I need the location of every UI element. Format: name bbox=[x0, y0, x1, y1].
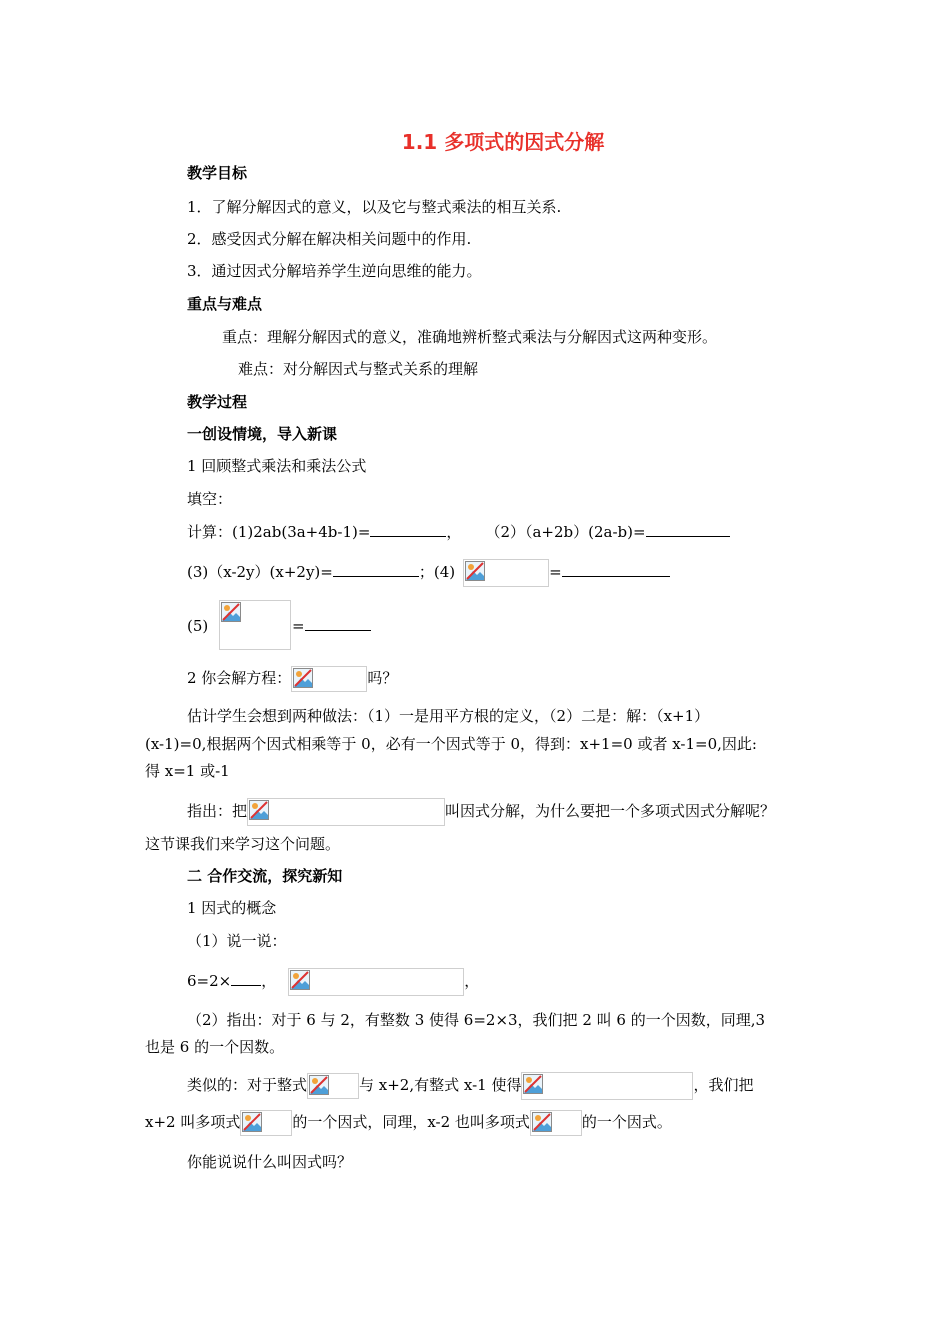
calc-4-label: ；(4) bbox=[418, 563, 456, 581]
page-title: 1.1 多项式的因式分解 bbox=[401, 130, 605, 154]
similar-text: ，我们把 bbox=[693, 1076, 754, 1094]
answer-blank bbox=[305, 616, 371, 631]
question-text: 2 你会解方程： bbox=[187, 669, 292, 687]
calc-1-text: 计算：(1)2ab(3a+4b-1)= bbox=[187, 523, 371, 541]
separator-text: ， bbox=[261, 972, 277, 990]
difficult-point-text: 难点：对分解因式与整式关系的理解 bbox=[238, 360, 479, 378]
broken-image-icon bbox=[521, 1072, 693, 1100]
paragraph: 也是 6 的一个因数。 bbox=[145, 1038, 285, 1056]
broken-image-icon bbox=[463, 559, 549, 587]
point-out-line bbox=[187, 797, 775, 826]
paragraph: 你能说说什么叫因式吗？ bbox=[187, 1153, 353, 1171]
calc-line-2 bbox=[187, 559, 670, 587]
calc-5-label: (5) bbox=[187, 617, 209, 635]
factor-definition-line bbox=[145, 1109, 672, 1136]
answer-blank bbox=[562, 562, 670, 577]
key-point-text: 重点：理解分解因式的意义，准确地辨析整式乘法与分解因式这两种变形。 bbox=[222, 328, 718, 346]
section-heading-process: 教学过程 bbox=[187, 393, 248, 411]
calc-line-1 bbox=[187, 522, 730, 542]
paragraph: (x-1)=0,根据两个因式相乘等于 0，必有一个因式等于 0，得到：x+1=0 或者 x-1=0,因此: bbox=[145, 735, 757, 753]
factor-def-text: 的一个因式，同理，x-2 也叫多项式 bbox=[292, 1113, 530, 1131]
broken-image-icon bbox=[291, 666, 367, 692]
similar-example-line bbox=[187, 1071, 753, 1100]
broken-image-icon bbox=[247, 798, 445, 826]
paragraph: 估计学生会想到两种做法：（1）一是用平方根的定义，（2）二是：解：（x+1） bbox=[187, 707, 710, 725]
answer-blank bbox=[231, 971, 261, 986]
broken-image-icon bbox=[307, 1073, 359, 1099]
similar-text: 类似的：对于整式 bbox=[187, 1076, 308, 1094]
goal-item: 3．通过因式分解培养学生逆向思维的能力。 bbox=[187, 262, 482, 280]
factor-text: 6=2× bbox=[187, 972, 232, 990]
section-heading-key-points: 重点与难点 bbox=[187, 295, 263, 313]
paragraph: 得 x=1 或-1 bbox=[145, 762, 230, 780]
point-out-text: 叫因式分解，为什么要把一个多项式因式分解呢？ bbox=[445, 802, 776, 820]
separator-text: ， bbox=[464, 972, 480, 990]
answer-blank bbox=[370, 522, 446, 537]
point-out-text: 指出：把 bbox=[187, 802, 248, 820]
equals-text: = bbox=[549, 563, 562, 581]
equation-question bbox=[187, 666, 397, 692]
calc-5-answer bbox=[292, 616, 371, 636]
factor-def-text: x+2 叫多项式 bbox=[145, 1113, 241, 1131]
broken-image-icon bbox=[288, 968, 464, 996]
question-end-text: 吗？ bbox=[367, 669, 398, 687]
part-one-heading: 一创设情境，导入新课 bbox=[187, 425, 338, 443]
factor-def-text: 的一个因式。 bbox=[581, 1113, 672, 1131]
similar-text: 与 x+2,有整式 x-1 使得 bbox=[359, 1076, 522, 1094]
goal-item: 1．了解分解因式的意义，以及它与整式乘法的相互关系. bbox=[187, 198, 562, 216]
equals-text: = bbox=[292, 617, 305, 635]
paragraph: （2）指出：对于 6 与 2，有整数 3 使得 6=2×3，我们把 2 叫 6 的一个因数，同理,3 bbox=[187, 1011, 766, 1029]
section-heading-goals: 教学目标 bbox=[187, 164, 248, 182]
broken-image-icon bbox=[219, 600, 291, 650]
paragraph: 1 回顾整式乘法和乘法公式 bbox=[187, 457, 367, 475]
paragraph: 1 因式的概念 bbox=[187, 899, 277, 917]
goal-item: 2．感受因式分解在解决相关问题中的作用. bbox=[187, 230, 472, 248]
paragraph: 填空： bbox=[187, 490, 233, 508]
calc-3-text: (3)（x-2y）(x+2y)= bbox=[187, 563, 333, 581]
answer-blank bbox=[333, 562, 419, 577]
factor-example-line bbox=[187, 967, 479, 996]
broken-image-icon bbox=[240, 1110, 292, 1136]
paragraph: （1）说一说： bbox=[187, 932, 287, 950]
separator-text: ， bbox=[446, 523, 462, 541]
answer-blank bbox=[646, 522, 730, 537]
part-two-heading: 二 合作交流，探究新知 bbox=[187, 867, 343, 885]
broken-image-icon bbox=[530, 1110, 582, 1136]
calc-2-text: （2）（a+2b）(2a-b)= bbox=[485, 523, 646, 541]
paragraph: 这节课我们来学习这个问题。 bbox=[145, 835, 341, 853]
